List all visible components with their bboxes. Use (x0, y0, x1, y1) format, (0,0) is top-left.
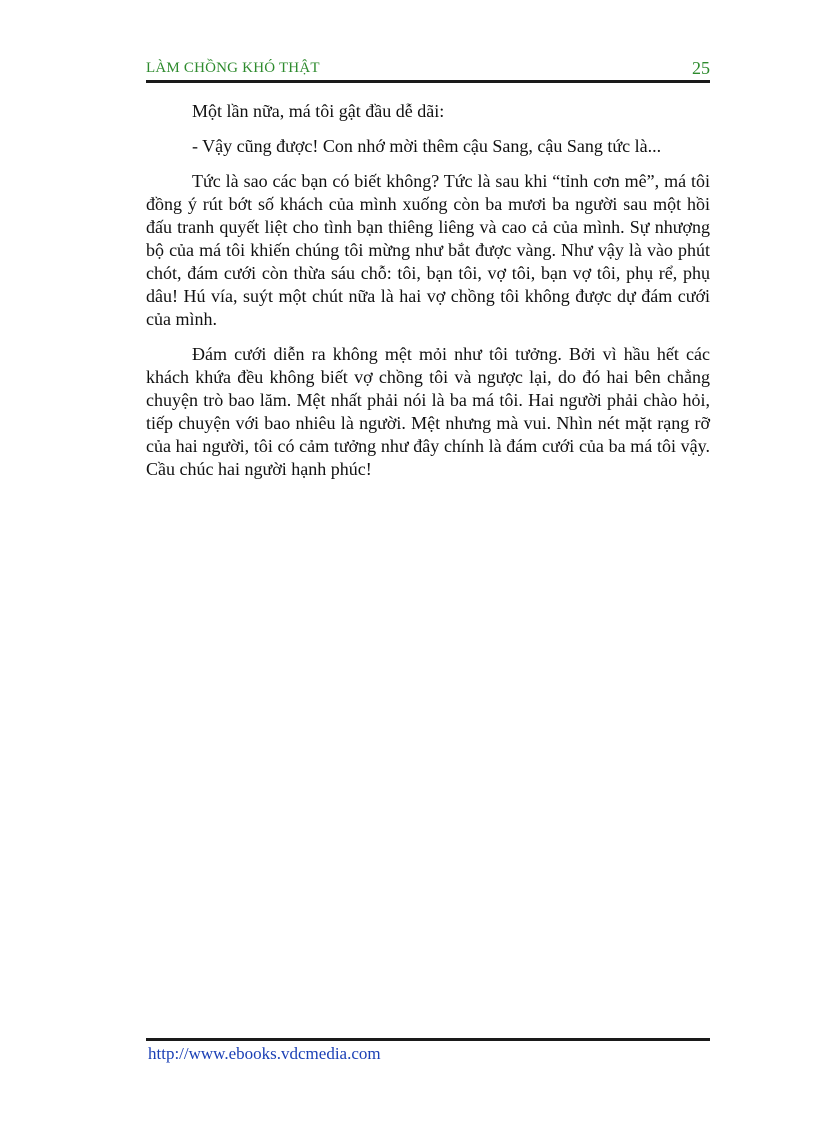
paragraph-4: Đám cưới diễn ra không mệt mỏi như tôi tưởng. Bởi vì hầu hết các khách khứa đều không biết vợ chồng tôi và ngược lại, do đó hai bên chẳng chuyện trò bao lăm. Mệt nhất phải nói là ba má tôi. Hai người phải chào hỏi, tiếp chuyện với bao nhiêu là người. Mệt nhưng mà vui. Nhìn nét mặt rạng rỡ của hai người, tôi có cảm tưởng như đây chính là đám cưới của ba má tôi vậy. Cầu chúc hai người hạnh phúc! (146, 344, 710, 479)
body-text (146, 100, 710, 493)
page-number: 25 (692, 58, 710, 78)
footer-divider (146, 1038, 710, 1041)
running-title: LÀM CHỒNG KHÓ THẬT (146, 60, 320, 76)
paragraph-3: Tức là sao các bạn có biết không? Tức là sau khi “tỉnh cơn mê”, má tôi đồng ý rút bớt số khách của mình xuống còn ba mươi ba người sau một hồi đấu tranh quyết liệt cho tình bạn thiêng liêng và cao cả của mình. Sự nhượng bộ của má tôi khiến chúng tôi mừng như bắt được vàng. Như vậy là vào phút chót, đám cưới còn thừa sáu chỗ: tôi, bạn tôi, vợ tôi, bạn vợ tôi, phụ rể, phụ dâu! Hú vía, suýt một chút nữa là hai vợ chồng tôi không được dự đám cưới của mình. (146, 171, 710, 329)
footer-link[interactable]: http://www.ebooks.vdcmedia.com (148, 1044, 381, 1063)
page-header (146, 60, 710, 82)
header-divider (146, 80, 710, 83)
paragraph-1: Một lần nữa, má tôi gật đầu dễ dãi: (192, 101, 445, 121)
paragraph-2: - Vậy cũng được! Con nhớ mời thêm cậu Sang, cậu Sang tức là... (192, 136, 662, 156)
